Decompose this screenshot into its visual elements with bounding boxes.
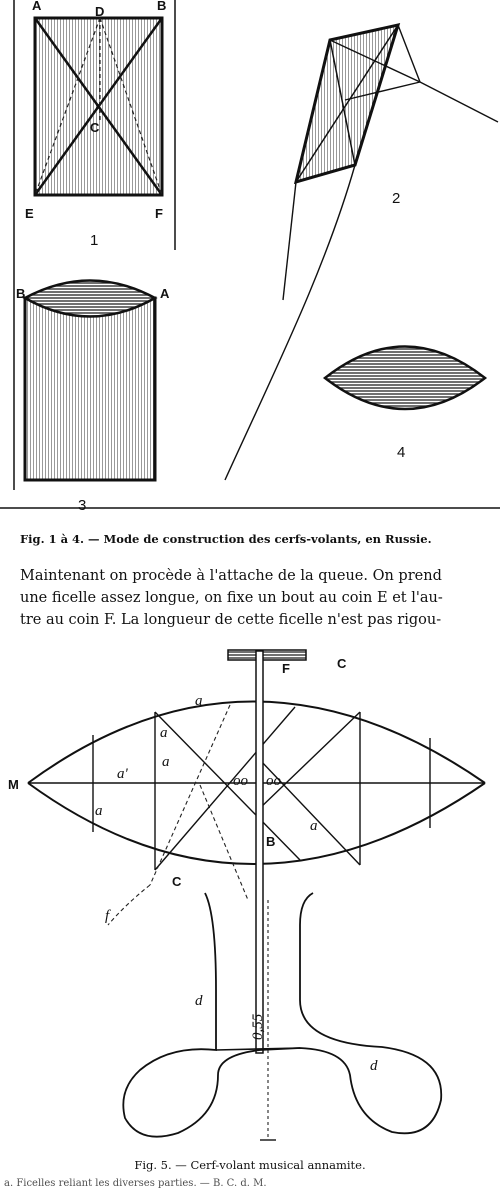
- fig5-label-b: B: [266, 834, 276, 849]
- fig5-label-a-1: a: [195, 693, 203, 709]
- fig5-label-d-right: d: [370, 1058, 378, 1074]
- fig5-label-a-4: a: [95, 803, 103, 819]
- paragraph-line-1: Maintenant on procède à l'attache de la queue. On prend: [20, 568, 442, 584]
- fig5-label-d-left: d: [195, 993, 203, 1009]
- fig5-label-m: M: [8, 777, 19, 792]
- fig5-label-a-2: a: [160, 725, 168, 741]
- fig2-number: 2: [392, 190, 401, 207]
- fig1-label-c: C: [90, 120, 100, 135]
- fig3-kite-frame: [25, 281, 155, 481]
- paragraph-line-3: tre au coin F. La longueur de cette ficelle n'est pas rigou-: [20, 612, 442, 628]
- fig5-label-a-prime: a': [117, 766, 128, 782]
- fig1-kite-frame: [35, 18, 162, 195]
- fig3-number: 3: [78, 497, 87, 514]
- fig5-kite-diagram: [28, 650, 485, 1140]
- fig1-label-e: E: [25, 206, 34, 221]
- figure-5-legend-fragment: a. Ficelles reliant les diverses parties. — B. C. d. M.: [4, 1178, 267, 1189]
- fig5-label-a-3: a: [162, 754, 170, 770]
- fig2-kite-flying: [225, 25, 498, 480]
- fig4-kite-shape: [325, 347, 485, 410]
- paragraph-line-2: une ficelle assez longue, on fixe un bout au coin E et l'au-: [20, 590, 443, 606]
- fig5-label-a-5: a: [310, 818, 318, 834]
- fig1-number: 1: [90, 232, 99, 249]
- fig5-label-o-left: oo: [233, 773, 248, 789]
- fig1-label-d: D: [95, 4, 105, 19]
- fig1-label-b: B: [157, 0, 167, 13]
- fig1-label-a: A: [32, 0, 42, 13]
- fig4-number: 4: [397, 444, 406, 461]
- fig3-label-b: B: [16, 286, 26, 301]
- fig3-label-a: A: [160, 286, 170, 301]
- fig5-label-c-top: C: [337, 656, 347, 671]
- figure-5-caption: Fig. 5. — Cerf-volant musical annamite.: [134, 1158, 366, 1172]
- fig5-label-o-right: oo: [266, 773, 281, 789]
- fig5-label-f: f: [105, 908, 110, 924]
- fig5-label-f-upper: F: [282, 661, 290, 676]
- fig5-label-c-left: C: [172, 874, 182, 889]
- figures-1-4-caption: Fig. 1 à 4. — Mode de construction des cerfs-volants, en Russie.: [20, 532, 432, 546]
- fig1-label-f: F: [155, 206, 163, 221]
- fig5-label-measure: 0,55: [250, 1013, 266, 1040]
